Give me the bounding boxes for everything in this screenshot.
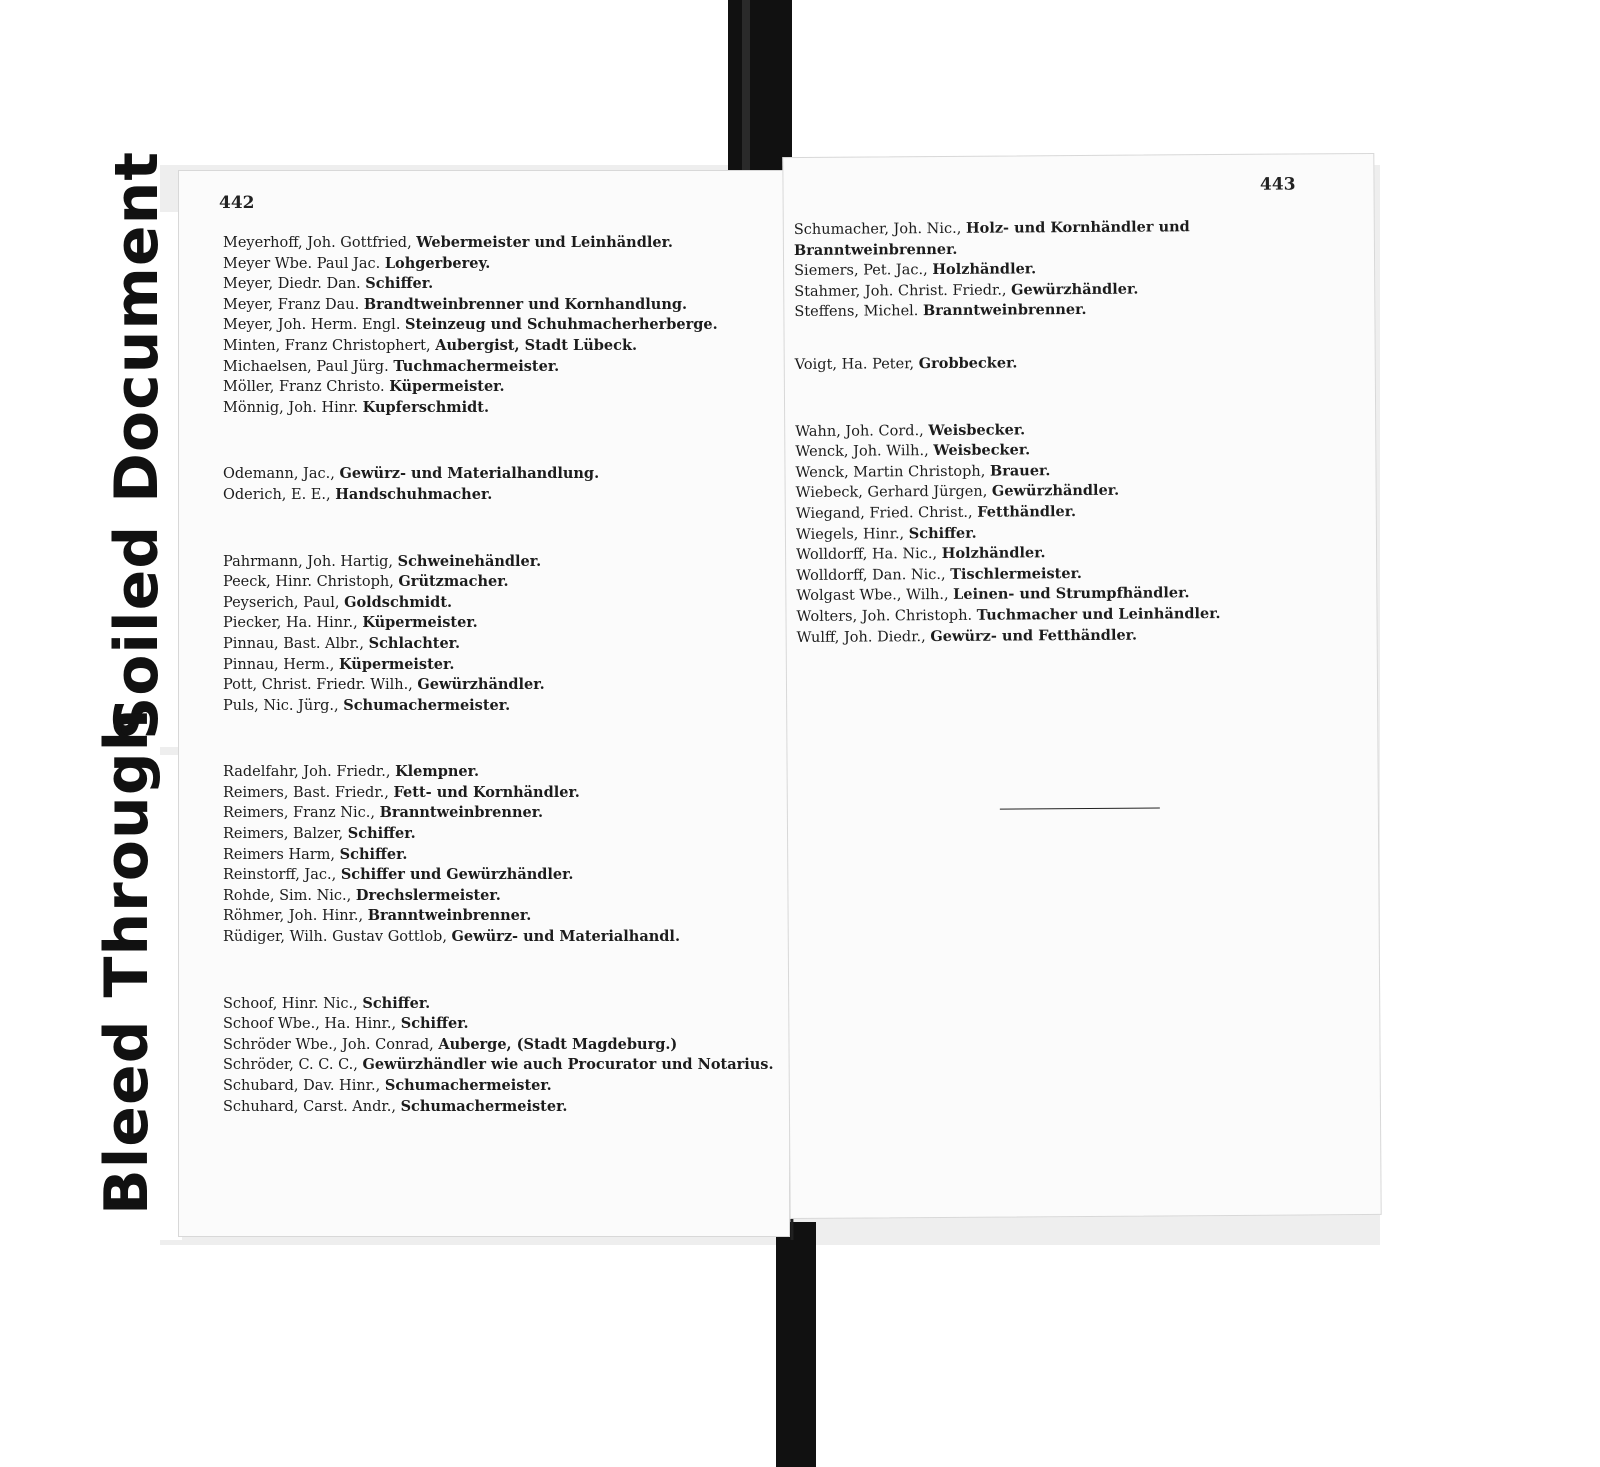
directory-entry	[223, 994, 778, 1015]
group-gap	[223, 418, 778, 464]
directory-entry	[223, 254, 778, 275]
entry-name: Peyserich, Paul,	[223, 594, 340, 611]
group-gap	[223, 948, 778, 994]
entry-trade: Küpermeister.	[339, 655, 455, 673]
directory-entry	[223, 233, 778, 254]
entry-trade: Schiffer.	[908, 524, 977, 542]
directory-entry	[223, 1035, 778, 1056]
entry-trade: Schumachermeister.	[343, 696, 511, 714]
entry-name: Wahn, Joh. Cord.,	[795, 422, 924, 440]
entry-name: Wiebeck, Gerhard Jürgen,	[795, 484, 988, 502]
directory-entry	[223, 927, 778, 948]
entry-name: Pahrmann, Joh. Hartig,	[223, 553, 393, 570]
entry-trade: Tischlermeister.	[950, 564, 1082, 583]
directory-entry	[794, 216, 1339, 261]
entry-name: Wenck, Martin Christoph,	[795, 463, 986, 481]
entry-trade: Branntweinbrenner.	[922, 301, 1087, 320]
entry-trade: Gewürzhändler wie auch Procurator und Notarius.	[362, 1056, 774, 1074]
entry-trade: Weisbecker.	[928, 420, 1026, 439]
bleed-through-text: Bleed Through	[92, 707, 162, 1215]
right-page-entries	[794, 216, 1342, 648]
left-page	[178, 170, 790, 1237]
entry-trade: Tuchmacher und Leinhändler.	[976, 604, 1221, 624]
directory-entry	[223, 803, 778, 824]
entry-trade: Grützmacher.	[398, 573, 509, 591]
directory-entry	[223, 315, 778, 336]
directory-entry	[223, 357, 778, 378]
entry-trade: Gewürz- und Fetthändler.	[930, 626, 1138, 645]
entry-trade: Gewürz- und Materialhandl.	[451, 928, 680, 946]
group-gap	[223, 716, 778, 762]
entry-trade: Drechslermeister.	[355, 886, 501, 904]
directory-entry	[223, 865, 778, 886]
entry-trade: Küpermeister.	[362, 614, 478, 632]
entry-name: Rohde, Sim. Nic.,	[223, 887, 352, 904]
entry-name: Schubard, Dav. Hinr.,	[223, 1078, 381, 1094]
entry-trade: Fetthändler.	[977, 502, 1077, 521]
entry-trade: Branntweinbrenner.	[379, 804, 544, 822]
entry-name: Siemers, Pet. Jac.,	[794, 262, 928, 280]
directory-entry	[223, 464, 778, 485]
entry-name: Wolters, Joh. Christoph.	[796, 607, 973, 625]
entry-trade: Schiffer.	[339, 845, 408, 863]
directory-entry	[223, 485, 778, 506]
entry-trade: Branntweinbrenner.	[367, 907, 532, 925]
entry-name: Schumacher, Joh. Nic.,	[793, 220, 962, 239]
directory-entry	[223, 552, 778, 573]
directory-entry	[223, 377, 778, 398]
directory-entry	[223, 1076, 778, 1097]
entry-trade: Schiffer.	[362, 994, 431, 1012]
entry-trade: Schiffer.	[347, 825, 416, 843]
directory-entry	[223, 336, 778, 357]
entry-name: Reimers Harm,	[223, 846, 336, 863]
entry-name: Pott, Christ. Friedr. Wilh.,	[223, 677, 413, 694]
directory-entry	[223, 1055, 778, 1076]
entry-name: Mönnig, Joh. Hinr.	[223, 399, 359, 416]
entry-name: Wolgast Wbe., Wilh.,	[796, 587, 949, 605]
entry-name: Minten, Franz Christophert,	[223, 337, 431, 354]
entry-trade: Schiffer.	[365, 275, 434, 293]
entry-trade: Kupferschmidt.	[362, 398, 490, 416]
end-rule	[1000, 807, 1160, 809]
entry-name: Schuhard, Carst. Andr.,	[223, 1098, 396, 1115]
entry-name: Wolldorff, Ha. Nic.,	[796, 546, 938, 564]
entry-trade: Holzhändler.	[941, 544, 1046, 563]
entry-name: Puls, Nic. Jürg.,	[223, 697, 339, 714]
entry-name: Radelfahr, Joh. Friedr.,	[223, 764, 391, 781]
directory-entry	[223, 398, 778, 419]
directory-entry	[223, 274, 778, 295]
entry-trade: Schumachermeister.	[384, 1077, 552, 1094]
entry-name: Reimers, Balzer,	[223, 826, 344, 843]
soiled-document-label	[66, 150, 184, 747]
entry-trade: Holz- und Kornhändler und Branntweinbrenner.	[793, 218, 1190, 259]
entry-name: Stahmer, Joh. Christ. Friedr.,	[794, 282, 1007, 300]
entry-name: Reinstorff, Jac.,	[223, 867, 337, 884]
bleed-through-label	[82, 707, 182, 1240]
entry-name: Schröder Wbe., Joh. Conrad,	[223, 1036, 434, 1053]
entry-trade: Gewürzhändler.	[991, 482, 1120, 500]
right-page	[782, 153, 1381, 1219]
entry-trade: Fett- und Kornhändler.	[393, 783, 580, 801]
entry-name: Wenck, Joh. Wilh.,	[795, 443, 929, 461]
entry-name: Möller, Franz Christo.	[223, 379, 385, 396]
group-gap	[794, 319, 1339, 355]
directory-entry	[223, 886, 778, 907]
entry-name: Meyer, Joh. Herm. Engl.	[223, 317, 401, 334]
entry-name: Oderich, E. E.,	[223, 486, 331, 503]
directory-entry	[223, 675, 778, 696]
directory-entry	[223, 1014, 778, 1035]
directory-entry	[223, 906, 778, 927]
binding-strip-bottom	[776, 1222, 816, 1467]
entry-trade: Aubergist, Stadt Lübeck.	[435, 336, 638, 354]
entry-name: Schoof, Hinr. Nic.,	[223, 995, 358, 1012]
left-page-entries	[223, 233, 778, 1117]
entry-name: Schröder, C. C. C.,	[223, 1057, 358, 1074]
page-number-right: 443	[1259, 174, 1296, 195]
entry-trade: Tuchmachermeister.	[393, 357, 560, 375]
entry-trade: Handschuhmacher.	[335, 485, 493, 503]
entry-trade: Lohgerberey.	[384, 254, 491, 272]
group-gap	[223, 506, 778, 552]
entry-trade: Gewürzhändler.	[417, 676, 545, 694]
directory-entry	[223, 1097, 778, 1118]
entry-name: Meyerhoff, Joh. Gottfried,	[223, 235, 412, 251]
entry-trade: Gewürzhändler.	[1011, 280, 1139, 299]
directory-entry	[223, 613, 778, 634]
entry-trade: Auberge, (Stadt Magdeburg.)	[438, 1035, 678, 1053]
entry-trade: Webermeister und Leinhändler.	[416, 234, 673, 251]
entry-trade: Steinzeug und Schuhmacherherberge.	[405, 316, 718, 334]
page-number-left: 442	[219, 193, 255, 213]
directory-entry	[223, 783, 778, 804]
entry-trade: Goldschmidt.	[344, 593, 453, 611]
entry-trade: Schumachermeister.	[400, 1097, 568, 1115]
directory-entry	[223, 593, 778, 614]
entry-name: Voigt, Ha. Peter,	[794, 356, 915, 373]
entry-trade: Grobbecker.	[918, 354, 1018, 373]
entry-name: Meyer, Franz Dau.	[223, 296, 360, 313]
entry-name: Röhmer, Joh. Hinr.,	[223, 908, 364, 925]
directory-entry	[223, 572, 778, 593]
entry-name: Odemann, Jac.,	[223, 466, 335, 483]
entry-name: Schoof Wbe., Ha. Hinr.,	[223, 1016, 397, 1033]
entry-trade: Leinen- und Strumpfhändler.	[953, 584, 1190, 604]
entry-name: Pinnau, Herm.,	[223, 656, 335, 673]
binding-strip-top	[728, 0, 792, 175]
directory-entry	[223, 824, 778, 845]
directory-entry	[223, 634, 778, 655]
entry-name: Steffens, Michel.	[794, 303, 919, 321]
entry-trade: Brandtweinbrenner und Kornhandlung.	[363, 295, 688, 313]
entry-trade: Weisbecker.	[933, 441, 1031, 460]
directory-entry	[223, 696, 778, 717]
entry-name: Wolldorff, Dan. Nic.,	[796, 566, 946, 584]
entry-name: Michaelsen, Paul Jürg.	[223, 358, 389, 375]
soiled-document-text: Soiled Document	[102, 150, 172, 740]
entry-trade: Brauer.	[989, 461, 1051, 480]
entry-trade: Gewürz- und Materialhandlung.	[339, 465, 600, 483]
entry-name: Meyer Wbe. Paul Jac.	[223, 255, 381, 272]
entry-name: Rüdiger, Wilh. Gustav Gottlob,	[223, 929, 447, 946]
directory-entry	[223, 845, 778, 866]
directory-entry	[223, 655, 778, 676]
entry-name: Pinnau, Bast. Albr.,	[223, 635, 365, 652]
entry-name: Meyer, Diedr. Dan.	[223, 276, 361, 293]
entry-name: Wiegels, Hinr.,	[795, 525, 905, 543]
entry-name: Wulff, Joh. Diedr.,	[796, 628, 926, 646]
entry-trade: Schweinehändler.	[397, 552, 542, 570]
entry-name: Wiegand, Fried. Christ.,	[795, 504, 973, 522]
entry-name: Reimers, Franz Nic.,	[223, 805, 375, 822]
directory-entry	[223, 762, 778, 783]
entry-trade: Holzhändler.	[932, 260, 1037, 279]
entry-trade: Schlachter.	[368, 634, 461, 652]
entry-trade: Schiffer.	[400, 1015, 469, 1033]
directory-entry	[797, 624, 1342, 648]
entry-name: Piecker, Ha. Hinr.,	[223, 615, 358, 632]
group-gap	[795, 372, 1340, 422]
entry-trade: Klempner.	[395, 763, 480, 781]
entry-trade: Schiffer und Gewürzhändler.	[340, 866, 574, 884]
entry-trade: Küpermeister.	[389, 378, 505, 396]
entry-name: Peeck, Hinr. Christoph,	[223, 574, 394, 591]
directory-entry	[223, 295, 778, 316]
entry-name: Reimers, Bast. Friedr.,	[223, 784, 389, 801]
